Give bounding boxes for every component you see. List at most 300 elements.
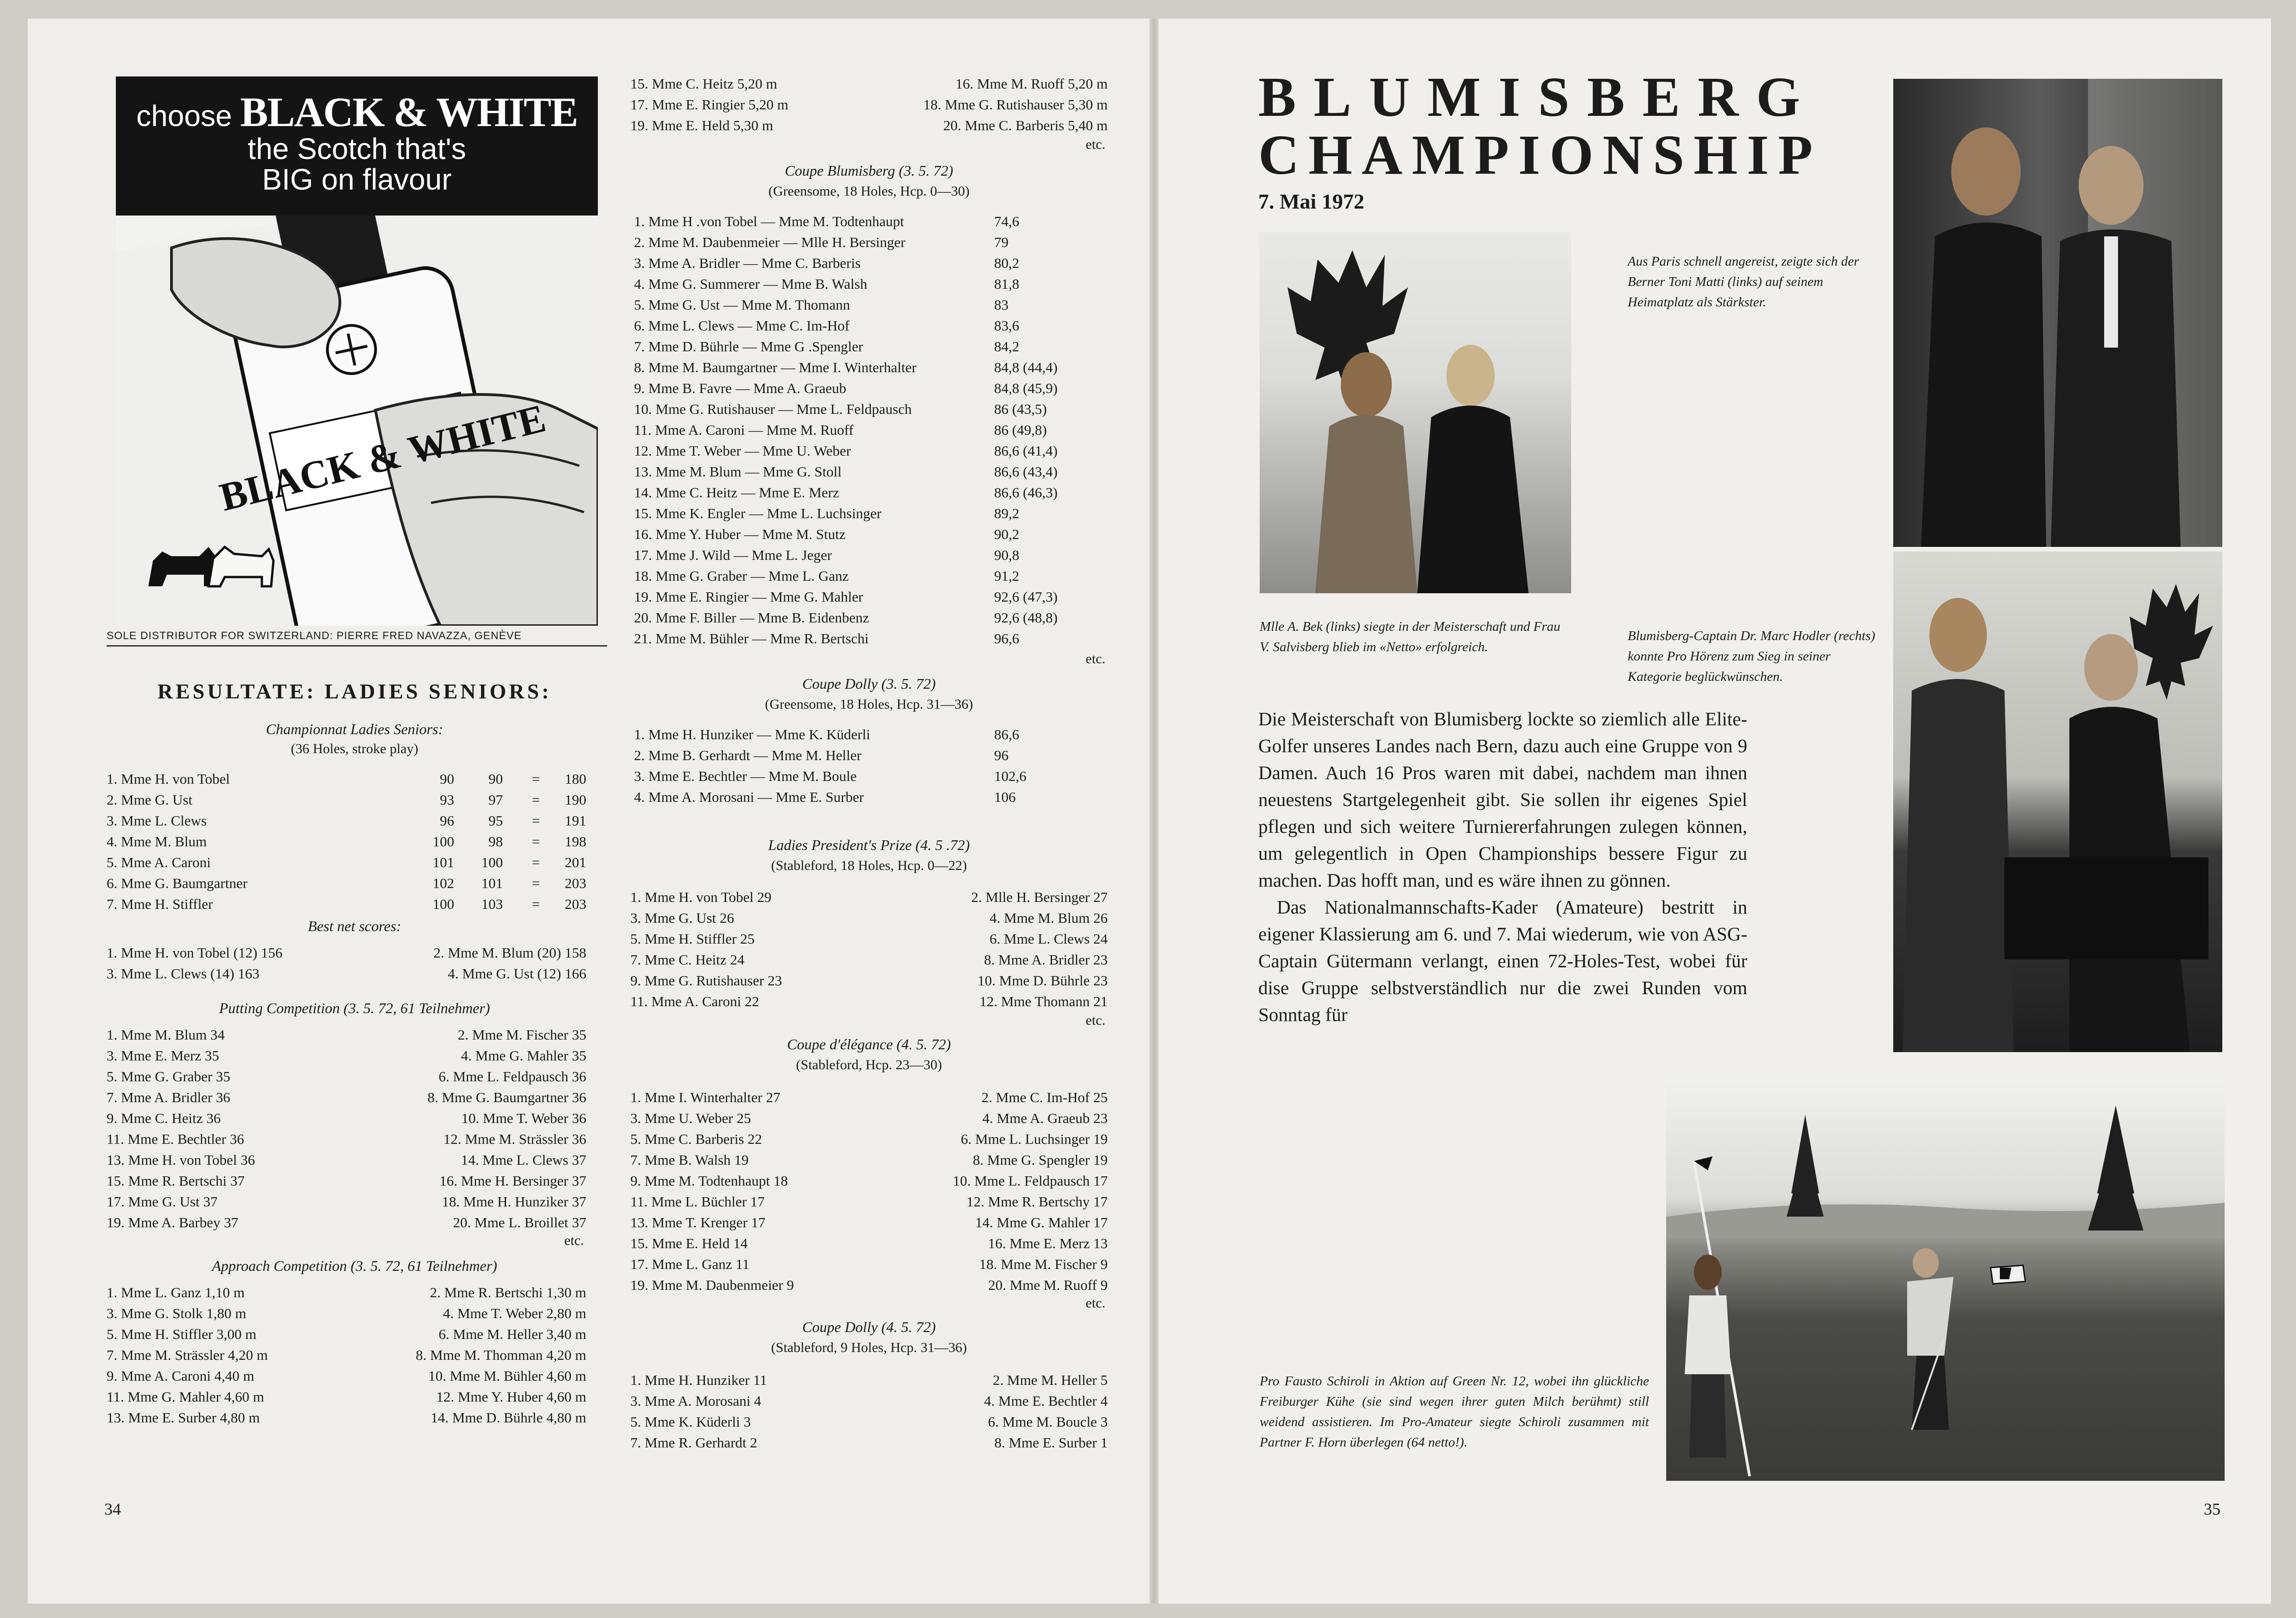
dolly2-results (630, 1370, 1108, 1453)
result-entry-left: 9. Mme G. Rutishauser 23 (630, 972, 782, 989)
putting-row (107, 1149, 586, 1170)
blumisberg-row (630, 628, 1108, 649)
result-entry-right: 12. Mme M. Strässler 36 (443, 1131, 586, 1147)
round2-score: 97 (488, 792, 503, 808)
team-score: 90,2 (994, 526, 1020, 542)
result-entry-left: 9. Mme M. Todtenhaupt 18 (630, 1173, 788, 1189)
equals-sign: = (532, 875, 540, 891)
bestnet-row (107, 963, 586, 984)
putting-row (107, 1066, 586, 1087)
result-entry-right: 14. Mme L. Clews 37 (461, 1152, 586, 1168)
left-page (28, 19, 1149, 1604)
result-entry-left: 19. Mme A. Barbey 37 (107, 1214, 239, 1231)
team-names: 8. Mme M. Baumgartner — Mme I. Winterhalter (634, 359, 917, 375)
total-score: 203 (564, 896, 586, 912)
approach-row (107, 1365, 586, 1386)
approach-row (107, 1407, 586, 1428)
approach-results (107, 1282, 586, 1428)
article-date: 7. Mai 1972 (1258, 190, 1364, 213)
result-entry-left: 5. Mme K. Küderli 3 (630, 1414, 751, 1430)
president-row (630, 928, 1108, 949)
blumisberg-row (630, 273, 1108, 294)
team-score: 92,6 (47,3) (994, 589, 1058, 605)
player-name: 6. Mme G. Baumgartner (107, 875, 247, 891)
round1-score: 90 (440, 771, 454, 787)
dolly1-row (630, 766, 1108, 787)
photo-ladies-winners (1260, 232, 1571, 593)
result-entry-right: 6. Mme M. Boucle 3 (988, 1414, 1108, 1430)
blumisberg-row (630, 336, 1108, 357)
putting-row (107, 1170, 586, 1191)
round2-score: 103 (481, 896, 503, 912)
result-entry-left: 3. Mme L. Clews (14) 163 (107, 965, 260, 982)
blumisberg-results (630, 211, 1108, 649)
result-entry-left: 15. Mme E. Held 14 (630, 1235, 748, 1251)
blumisberg-row (630, 211, 1108, 232)
article-title-line1: BLUMISBERG (1258, 66, 1818, 128)
elegance-row (630, 1212, 1108, 1233)
blumisberg-row (630, 315, 1108, 336)
team-names: 13. Mme M. Blum — Mme G. Stoll (634, 463, 842, 480)
team-names: 19. Mme E. Ringier — Mme G. Mahler (634, 589, 863, 605)
result-entry-left: 17. Mme L. Ganz 11 (630, 1256, 750, 1272)
round1-score: 102 (432, 875, 454, 891)
result-entry-right: 6. Mme L. Luchsinger 19 (961, 1131, 1108, 1147)
team-score: 96,6 (994, 630, 1020, 647)
putting-results (107, 1024, 586, 1233)
team-names: 3. Mme E. Bechtler — Mme M. Boule (634, 768, 857, 784)
round2-score: 95 (488, 812, 503, 829)
team-score: 74,6 (994, 213, 1020, 229)
result-entry-left: 1. Mme M. Blum 34 (107, 1027, 225, 1043)
team-names: 17. Mme J. Wild — Mme L. Jeger (634, 547, 832, 563)
player-name: 3. Mme L. Clews (107, 812, 207, 829)
total-score: 180 (564, 771, 586, 787)
champ-result-row (107, 810, 586, 831)
team-names: 12. Mme T. Weber — Mme U. Weber (634, 443, 851, 459)
bestnet-row (107, 942, 586, 963)
player-name: 5. Mme A. Caroni (107, 854, 211, 870)
team-score: 106 (994, 789, 1016, 805)
ad-divider (107, 645, 607, 647)
blumisberg-row (630, 586, 1108, 607)
team-score: 86,6 (43,4) (994, 463, 1058, 480)
player-name: 7. Mme H. Stiffler (107, 896, 213, 912)
woman-right (1417, 345, 1529, 593)
result-entry-right: 18. Mme H. Hunziker 37 (442, 1193, 586, 1210)
caption-ladies: Mlle A. Bek (links) siegte in der Meisterschaft und Frau V. Salvisberg blieb im «Netto» erfolgreich. (1260, 619, 1560, 654)
team-names: 1. Mme H .von Tobel — Mme M. Todtenhaupt (634, 213, 904, 229)
result-entry-right: 20. Mme C. Barberis 5,40 m (943, 117, 1108, 133)
photo-toni-matti (1893, 79, 2222, 547)
result-entry-right: 4. Mme M. Blum 26 (989, 910, 1108, 926)
total-score: 201 (564, 854, 586, 870)
team-score: 89,2 (994, 505, 1020, 521)
result-entry-left: 15. Mme R. Bertschi 37 (107, 1173, 245, 1189)
round1-score: 100 (432, 833, 454, 850)
result-entry-left: 17. Mme E. Ringier 5,20 m (630, 96, 788, 113)
equals-sign: = (532, 896, 540, 912)
equals-sign: = (532, 854, 540, 870)
result-entry-right: 2. Mme C. Im-Hof 25 (981, 1089, 1108, 1105)
result-entry-left: 3. Mme A. Morosani 4 (630, 1393, 761, 1409)
result-entry-right: 14. Mme G. Mahler 17 (975, 1214, 1108, 1231)
bottle-label-text: BLACK & WHITE (215, 395, 550, 520)
team-score: 86,6 (41,4) (994, 443, 1058, 459)
article-paragraph-1: Die Meisterschaft von Blumisberg lockte so ziemlich alle Elite-Golfer unseres Landes nach Bern, dazu auch eine Gruppe von 9 Damen. Auch 16 Pros waren mit dabei, nachdem man ihnen neuestens Startgelegenheit gibt. Sie sollen ihr eigenes Spiel pflegen und sich weitere Turniererfahrungen zulegen können, um gelegentlich in Open Championships bessere Figur zu machen. Das hofft man, und es wäre ihnen zu gönnen. (1258, 708, 1747, 891)
elegance-row (630, 1233, 1108, 1254)
champ-subtitle: (36 Holes, stroke play) (291, 741, 419, 756)
result-entry-right: 16. Mme H. Bersinger 37 (439, 1173, 586, 1189)
team-names: 20. Mme F. Biller — Mme B. Eidenbenz (634, 609, 869, 626)
equals-sign: = (532, 771, 540, 787)
putting-row (107, 1045, 586, 1066)
result-entry-left: 9. Mme C. Heitz 36 (107, 1110, 221, 1126)
putting-row (107, 1108, 586, 1129)
dolly2-row (630, 1370, 1108, 1390)
team-score: 86 (43,5) (994, 401, 1047, 417)
player-name: 2. Mme G. Ust (107, 792, 193, 808)
elegance-subtitle: (Stableford, Hcp. 23—30) (796, 1057, 942, 1072)
result-entry-left: 19. Mme M. Daubenmeier 9 (630, 1277, 794, 1293)
champ-result-row (107, 852, 586, 873)
photo-hodler-hoerenz (1893, 552, 2222, 1052)
president-results (630, 887, 1108, 1012)
result-entry-right: 20. Mme L. Broillet 37 (453, 1214, 586, 1231)
team-score: 84,8 (45,9) (994, 380, 1058, 396)
result-entry-right: 2. Mme R. Bertschi 1,30 m (430, 1284, 586, 1301)
result-entry-left: 1. Mme H. von Tobel (12) 156 (107, 945, 283, 961)
ad-prefix: choose (136, 99, 232, 133)
player-name: 4. Mme M. Blum (107, 833, 207, 850)
dolly1-results (630, 724, 1108, 807)
team-score: 90,8 (994, 547, 1020, 563)
team-score: 86,6 (46,3) (994, 484, 1058, 501)
caption-matti: Aus Paris schnell angereist, zeigte sich der Berner Toni Matti (links) auf seinem Heimatplatz als Stärkster. (1628, 254, 1859, 310)
president-title: Ladies President's Prize (4. 5 .72) (768, 837, 970, 853)
result-entry-right: 8. Mme G. Spengler 19 (972, 1152, 1108, 1168)
team-score: 86,6 (994, 726, 1020, 742)
approach-row (107, 1386, 586, 1407)
elegance-row (630, 1087, 1108, 1108)
putting-etc: etc. (564, 1233, 584, 1248)
blumisberg-row (630, 253, 1108, 273)
dolly2-row (630, 1432, 1108, 1453)
blumisberg-row (630, 378, 1108, 399)
result-entry-left: 13. Mme H. von Tobel 36 (107, 1152, 255, 1168)
hand-bottle-illustration (116, 216, 598, 626)
team-score: 81,8 (994, 276, 1020, 292)
blumisberg-row (630, 357, 1108, 378)
team-names: 16. Mme Y. Huber — Mme M. Stutz (634, 526, 846, 542)
result-entry-right: 18. Mme M. Fischer 9 (979, 1256, 1108, 1272)
result-entry-left: 11. Mme L. Büchler 17 (630, 1193, 765, 1210)
round1-score: 93 (440, 792, 454, 808)
result-entry-right: 10. Mme D. Bührle 23 (977, 972, 1108, 989)
putting-row (107, 1024, 586, 1045)
bestnet-results (107, 942, 586, 984)
team-score: 92,6 (48,8) (994, 609, 1058, 626)
result-entry-right: 8. Mme A. Bridler 23 (984, 952, 1108, 968)
result-entry-right: 8. Mme M. Thomman 4,20 m (416, 1347, 586, 1363)
elegance-title: Coupe d'élégance (4. 5. 72) (787, 1036, 951, 1053)
round2-score: 100 (481, 854, 503, 870)
champ-results-table (107, 768, 586, 914)
result-entry-right: 16. Mme E. Merz 13 (988, 1235, 1108, 1251)
result-entry-left: 7. Mme M. Strässler 4,20 m (107, 1347, 268, 1363)
book-gutter (1149, 19, 1159, 1604)
champ-title: Championnat Ladies Seniors: (266, 721, 444, 737)
approach-row (107, 1324, 586, 1345)
team-names: 14. Mme C. Heitz — Mme E. Merz (634, 484, 839, 501)
dolly1-subtitle: (Greensome, 18 Holes, Hcp. 31—36) (765, 697, 973, 712)
blumisberg-row (630, 419, 1108, 440)
dolly2-row (630, 1390, 1108, 1411)
team-score: 83,6 (994, 317, 1020, 334)
result-entry-right: 18. Mme G. Rutishauser 5,30 m (923, 96, 1108, 113)
total-score: 198 (564, 833, 586, 850)
result-entry-right: 6. Mme L. Feldpausch 36 (438, 1068, 586, 1085)
approach-row (630, 115, 1108, 136)
article-title-line2: CHAMPIONSHIP (1258, 124, 1822, 186)
article-paragraph-2: Das Nationalmannschafts-Kader (Amateure) bestritt in eigener Klassierung am 6. und 7. Mai wiederum, wie von ASG-Captain Gütermann verlangt, einen 72-Holes-Test, wobei für dise Gruppe selbstverständlich nur die zwei Runden vom Sonntag für (1258, 896, 1747, 1025)
blumisberg-row (630, 232, 1108, 253)
round2-score: 101 (481, 875, 503, 891)
team-score: 79 (994, 234, 1008, 250)
result-entry-left: 13. Mme T. Krenger 17 (630, 1214, 766, 1231)
result-entry-right: 12. Mme Y. Huber 4,60 m (436, 1389, 586, 1405)
team-score: 91,2 (994, 568, 1020, 584)
right-page-number: 35 (2204, 1500, 2220, 1518)
article-body (1258, 705, 1747, 1028)
result-entry-left: 1. Mme H. Hunziker 11 (630, 1372, 767, 1388)
result-entry-right: 2. Mme M. Fischer 35 (457, 1027, 586, 1043)
result-entry-right: 10. Mme T. Weber 36 (461, 1110, 586, 1126)
result-entry-left: 1. Mme I. Winterhalter 27 (630, 1089, 780, 1105)
result-entry-right: 8. Mme G. Baumgartner 36 (427, 1089, 586, 1105)
result-entry-left: 5. Mme H. Stiffler 3,00 m (107, 1326, 257, 1342)
putting-row (107, 1191, 586, 1212)
dolly2-subtitle: (Stableford, 9 Holes, Hcp. 31—36) (771, 1340, 967, 1355)
team-score: 83 (994, 297, 1008, 313)
blumisberg-subtitle: (Greensome, 18 Holes, Hcp. 0—30) (768, 184, 970, 199)
team-names: 1. Mme H. Hunziker — Mme K. Küderli (634, 726, 870, 742)
blumisberg-title: Coupe Blumisberg (3. 5. 72) (785, 162, 953, 179)
woman-left (1315, 352, 1417, 593)
round1-score: 96 (440, 812, 454, 829)
blumisberg-etc: etc. (1085, 651, 1105, 666)
result-entry-right: 2. Mlle H. Bersinger 27 (971, 889, 1108, 905)
result-entry-left: 7. Mme A. Bridler 36 (107, 1089, 230, 1105)
result-entry-left: 7. Mme R. Gerhardt 2 (630, 1434, 757, 1451)
approach-title: Approach Competition (3. 5. 72, 61 Teilnehmer) (212, 1257, 497, 1274)
elegance-results (630, 1087, 1108, 1295)
approach-row (630, 73, 1108, 94)
result-entry-left: 5. Mme H. Stiffler 25 (630, 931, 755, 947)
champ-result-row (107, 894, 586, 914)
approach-row (630, 94, 1108, 115)
team-score: 96 (994, 747, 1008, 763)
blumisberg-row (630, 482, 1108, 503)
putting-row (107, 1129, 586, 1149)
midtop-etc: etc. (1085, 137, 1105, 152)
blumisberg-row (630, 294, 1108, 315)
result-entry-right: 4. Mme E. Bechtler 4 (984, 1393, 1108, 1409)
dolly2-title: Coupe Dolly (4. 5. 72) (802, 1319, 936, 1335)
whisky-advertisement (116, 76, 598, 626)
team-names: 2. Mme B. Gerhardt — Mme M. Heller (634, 747, 862, 763)
elegance-row (630, 1149, 1108, 1170)
champ-result-row (107, 768, 586, 789)
team-score: 86 (49,8) (994, 422, 1047, 438)
round2-score: 90 (488, 771, 503, 787)
result-entry-left: 1. Mme L. Ganz 1,10 m (107, 1284, 245, 1301)
president-row (630, 970, 1108, 991)
putting-row (107, 1087, 586, 1108)
blumisberg-row (630, 607, 1108, 628)
team-names: 7. Mme D. Bührle — Mme G .Spengler (634, 338, 863, 355)
result-entry-right: 14. Mme D. Bührle 4,80 m (431, 1409, 586, 1426)
team-names: 5. Mme G. Ust — Mme M. Thomann (634, 297, 850, 313)
team-names: 18. Mme G. Graber — Mme L. Ganz (634, 568, 849, 584)
result-entry-left: 1. Mme H. von Tobel 29 (630, 889, 772, 905)
team-names: 15. Mme K. Engler — Mme L. Luchsinger (634, 505, 882, 521)
result-entry-left: 7. Mme B. Walsh 19 (630, 1152, 749, 1168)
result-entry-right: 10. Mme L. Feldpausch 17 (952, 1173, 1108, 1189)
result-entry-right: 8. Mme E. Surber 1 (994, 1434, 1108, 1451)
result-entry-right: 4. Mme G. Mahler 35 (461, 1047, 586, 1064)
dolly1-row (630, 724, 1108, 745)
elegance-etc: etc. (1085, 1295, 1105, 1311)
photo-schiroli-green (1666, 1078, 2225, 1481)
result-entry-right: 2. Mme M. Blum (20) 158 (433, 945, 586, 961)
elegance-row (630, 1275, 1108, 1295)
team-names: 4. Mme G. Summerer — Mme B. Walsh (634, 276, 868, 292)
champ-result-row (107, 873, 586, 894)
blumisberg-row (630, 461, 1108, 482)
team-names: 9. Mme B. Favre — Mme A. Graeub (634, 380, 847, 396)
dolly1-title: Coupe Dolly (3. 5. 72) (802, 675, 936, 692)
result-entry-left: 5. Mme G. Graber 35 (107, 1068, 230, 1085)
approach-row (107, 1345, 586, 1365)
eagle-emblem-icon-2 (2130, 584, 2213, 700)
president-etc: etc. (1085, 1013, 1105, 1028)
right-page (1159, 19, 2271, 1604)
result-entry-right: 2. Mme M. Heller 5 (993, 1372, 1108, 1388)
result-entry-left: 3. Mme U. Weber 25 (630, 1110, 751, 1126)
result-entry-left: 19. Mme E. Held 5,30 m (630, 117, 774, 133)
champ-result-row (107, 831, 586, 852)
team-names: 10. Mme G. Rutishauser — Mme L. Feldpausch (634, 401, 912, 417)
result-entry-right: 4. Mme T. Weber 2,80 m (443, 1305, 586, 1321)
result-entry-right: 16. Mme M. Ruoff 5,20 m (955, 76, 1108, 92)
result-entry-right: 4. Mme A. Graeub 23 (982, 1110, 1108, 1126)
player-name: 1. Mme H. von Tobel (107, 771, 230, 787)
equals-sign: = (532, 792, 540, 808)
team-names: 21. Mme M. Bühler — Mme R. Bertschi (634, 630, 869, 647)
approach-continued (630, 73, 1108, 136)
caption-hodler: Blumisberg-Captain Dr. Marc Hodler (rechts) konnte Pro Hörenz zum Sieg in seiner Kategorie beglückwünschen. (1628, 628, 1876, 684)
dolly2-row (630, 1411, 1108, 1432)
result-entry-left: 15. Mme C. Heitz 5,20 m (630, 76, 777, 92)
putting-row (107, 1212, 586, 1233)
president-row (630, 907, 1108, 928)
ad-slogan-1: the Scotch that's (247, 132, 466, 165)
result-entry-left: 11. Mme A. Caroni 22 (630, 993, 759, 1009)
team-score: 84,2 (994, 338, 1020, 355)
result-entry-left: 3. Mme E. Merz 35 (107, 1047, 219, 1064)
result-entry-right: 6. Mme L. Clews 24 (989, 931, 1108, 947)
results-heading: RESULTATE: LADIES SENIORS: (157, 679, 552, 703)
dolly1-row (630, 787, 1108, 807)
team-names: 6. Mme L. Clews — Mme C. Im-Hof (634, 317, 850, 334)
dolly1-row (630, 745, 1108, 766)
round2-score: 98 (488, 833, 503, 850)
cows (1991, 1265, 2025, 1284)
blumisberg-row (630, 440, 1108, 461)
blumisberg-row (630, 503, 1108, 524)
elegance-row (630, 1170, 1108, 1191)
caption-schiroli: Pro Fausto Schiroli in Aktion auf Green Nr. 12, wobei ihn glückliche Freiburger Kühe (sie sind wegen ihrer guten Milch berühmt) still weidend assistieren. Im Pro-Amateur siegte Schiroli zusammen mit Partner F. Horn überlegen (64 netto!). (1260, 1374, 1649, 1450)
result-entry-right: 20. Mme M. Ruoff 9 (988, 1277, 1108, 1293)
elegance-row (630, 1254, 1108, 1275)
result-entry-left: 3. Mme G. Ust 26 (630, 910, 734, 926)
ad-slogan-2: BIG on flavour (262, 163, 452, 196)
team-names: 3. Mme A. Bridler — Mme C. Barberis (634, 255, 861, 271)
result-entry-left: 17. Mme G. Ust 37 (107, 1193, 218, 1210)
bestnet-title: Best net scores: (308, 918, 401, 934)
ad-distributor-line: SOLE DISTRIBUTOR FOR SWITZERLAND: PIERRE FRED NAVAZZA, GENÈVE (107, 629, 522, 641)
team-names: 2. Mme M. Daubenmeier — Mlle H. Bersinger (634, 234, 906, 250)
president-row (630, 887, 1108, 907)
round1-score: 101 (432, 854, 454, 870)
result-entry-left: 3. Mme G. Stolk 1,80 m (107, 1305, 247, 1321)
result-entry-left: 9. Mme A. Caroni 4,40 m (107, 1368, 254, 1384)
result-entry-left: 11. Mme E. Bechtler 36 (107, 1131, 244, 1147)
result-entry-left: 13. Mme E. Surber 4,80 m (107, 1409, 260, 1426)
left-page-number: 34 (104, 1500, 121, 1518)
result-entry-left: 7. Mme C. Heitz 24 (630, 952, 745, 968)
ad-brand: BLACK & WHITE (240, 89, 577, 135)
president-subtitle: (Stableford, 18 Holes, Hcp. 0—22) (771, 858, 967, 873)
equals-sign: = (532, 812, 540, 829)
total-score: 203 (564, 875, 586, 891)
team-score: 102,6 (994, 768, 1027, 784)
blumisberg-row (630, 399, 1108, 419)
blumisberg-row (630, 524, 1108, 545)
total-score: 190 (564, 792, 586, 808)
approach-row (107, 1303, 586, 1324)
result-entry-right: 6. Mme M. Heller 3,40 m (438, 1326, 586, 1342)
blumisberg-row (630, 565, 1108, 586)
president-row (630, 991, 1108, 1012)
president-row (630, 949, 1108, 970)
elegance-row (630, 1191, 1108, 1212)
result-entry-left: 5. Mme C. Barberis 22 (630, 1131, 762, 1147)
blumisberg-row (630, 545, 1108, 565)
team-names: 4. Mme A. Morosani — Mme E. Surber (634, 789, 864, 805)
champ-result-row (107, 789, 586, 810)
team-score: 84,8 (44,4) (994, 359, 1058, 375)
result-entry-right: 10. Mme M. Bühler 4,60 m (428, 1368, 586, 1384)
result-entry-right: 12. Mme Thomann 21 (979, 993, 1108, 1009)
result-entry-right: 12. Mme R. Bertschy 17 (966, 1193, 1108, 1210)
team-names: 11. Mme A. Caroni — Mme M. Ruoff (634, 422, 854, 438)
total-score: 191 (564, 812, 586, 829)
equals-sign: = (532, 833, 540, 850)
result-entry-left: 11. Mme G. Mahler 4,60 m (107, 1389, 264, 1405)
team-score: 80,2 (994, 255, 1020, 271)
